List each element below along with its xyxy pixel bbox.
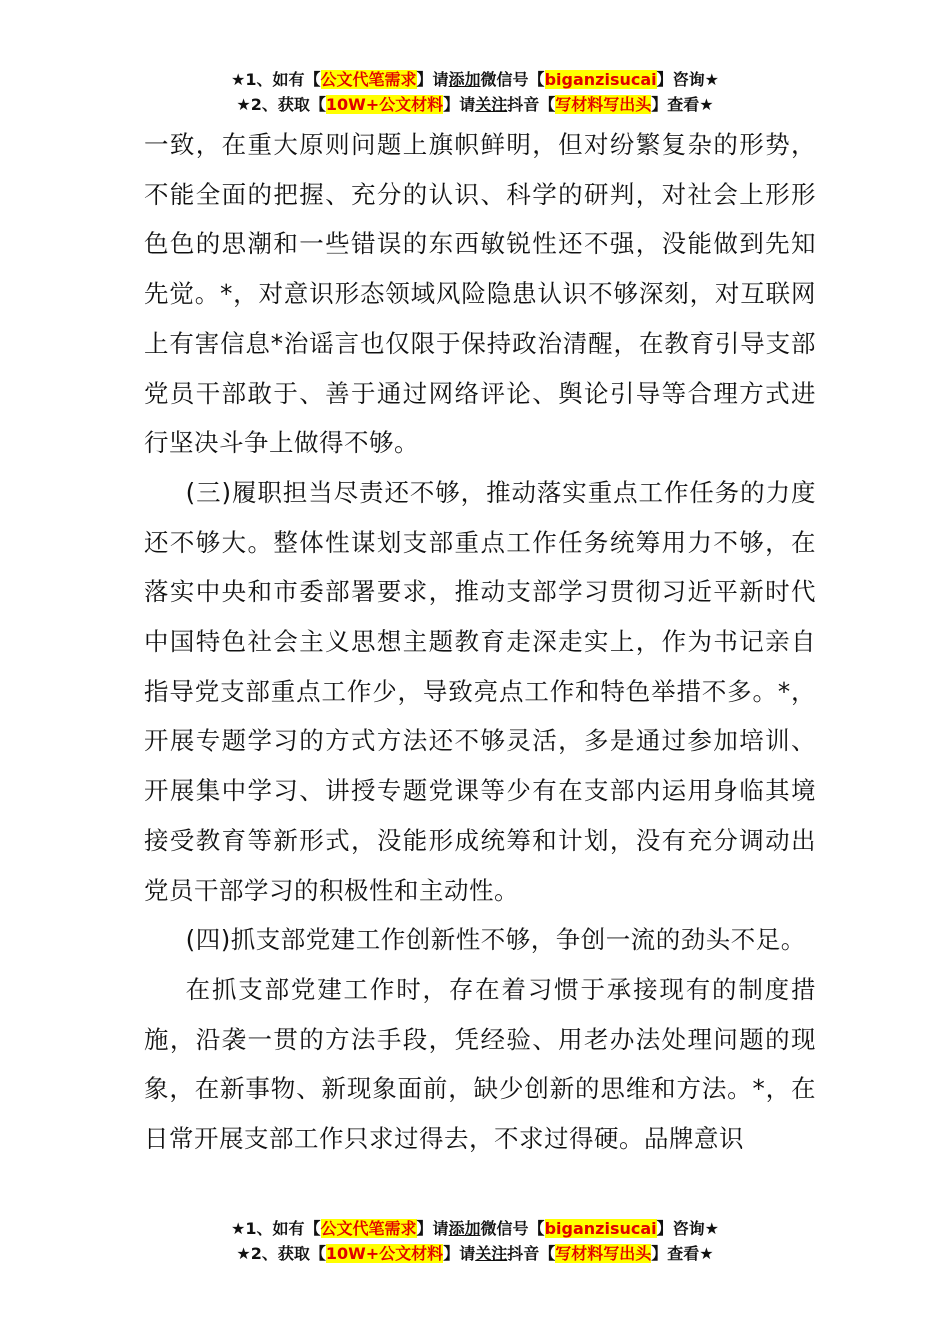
banner-underline: 添加 (448, 70, 481, 89)
banner-line-1 (0, 67, 950, 92)
banner-line-1 (0, 1216, 950, 1241)
banner-text: 抖音【 (507, 95, 556, 114)
banner-line-2 (0, 1241, 950, 1266)
banner-underline: 添加 (448, 1219, 481, 1238)
paragraph-section-four-body: 在抓支部党建工作时，存在着习惯于承接现有的制度措施，沿袭一贯的方法手段，凭经验、用老办法处理问题的现象，在新事物、新现象面前，缺少创新的思维和方法。*，在日常开展支部工作只求过得去，不求过得硬。品牌意识 (144, 974, 816, 1154)
banner-text: ★1、如有【 (231, 1219, 321, 1238)
banner-underline: 关注 (475, 95, 508, 114)
banner-text: 】请 (443, 1244, 476, 1263)
banner-text: 】请 (416, 1219, 449, 1238)
paragraph-section-four-heading: (四)抓支部党建工作创新性不够，争创一流的劲头不足。 (185, 925, 806, 955)
banner-text: 微信号【 (480, 70, 545, 89)
banner-text: 】请 (443, 95, 476, 114)
banner-text: 抖音【 (507, 1244, 556, 1263)
banner-highlight: 写材料写出头 (555, 95, 652, 114)
banner-highlight: biganzisucai (544, 70, 657, 89)
banner-text: ★2、获取【 (236, 95, 326, 114)
document-body (144, 120, 816, 1164)
banner-text: 】查看★ (651, 95, 714, 114)
paragraph-section-three: (三)履职担当尽责还不够，推动落实重点工作任务的力度还不够大。整体性谋划支部重点工作任务统筹用力不够，在落实中央和市委部署要求，推动支部学习贯彻习近平新时代中国特色社会主义思想主题教育走深走实上，作为书记亲自指导党支部重点工作少，导致亮点工作和特色举措不多。*，开展专题学习的方式方法还不够灵活，多是通过参加培训、开展集中学习、讲授专题党课等少有在支部内运用身临其境接受教育等新形式，没能形成统筹和计划，没有充分调动出党员干部学习的积极性和主动性。 (144, 477, 816, 905)
paragraph-continuation: 一致，在重大原则问题上旗帜鲜明，但对纷繁复杂的形势，不能全面的把握、充分的认识、科学的研判，对社会上形形色色的思潮和一些错误的东西敏锐性还不强，没能做到先知先觉。*，对意识形态领域风险隐患认识不够深刻，对互联网上有害信息*治谣言也仅限于保持政治清醒，在教育引导支部党员干部敢于、善于通过网络评论、舆论引导等合理方式进行坚决斗争上做得不够。 (144, 130, 816, 458)
banner-highlight: 公文代笔需求 (320, 70, 417, 89)
banner-line-2 (0, 92, 950, 117)
banner-highlight: biganzisucai (544, 1219, 657, 1238)
banner-highlight: 10W+公文材料 (325, 95, 444, 114)
banner-text: ★1、如有【 (231, 70, 321, 89)
banner-text: 】请 (416, 70, 449, 89)
footer-banner (0, 1216, 950, 1266)
banner-text: 】咨询★ (656, 1219, 719, 1238)
banner-text: 】查看★ (651, 1244, 714, 1263)
header-banner (0, 67, 950, 117)
banner-text: ★2、获取【 (236, 1244, 326, 1263)
banner-underline: 关注 (475, 1244, 508, 1263)
banner-text: 】咨询★ (656, 70, 719, 89)
banner-text: 微信号【 (480, 1219, 545, 1238)
banner-highlight: 公文代笔需求 (320, 1219, 417, 1238)
banner-highlight: 写材料写出头 (555, 1244, 652, 1263)
banner-highlight: 10W+公文材料 (325, 1244, 444, 1263)
